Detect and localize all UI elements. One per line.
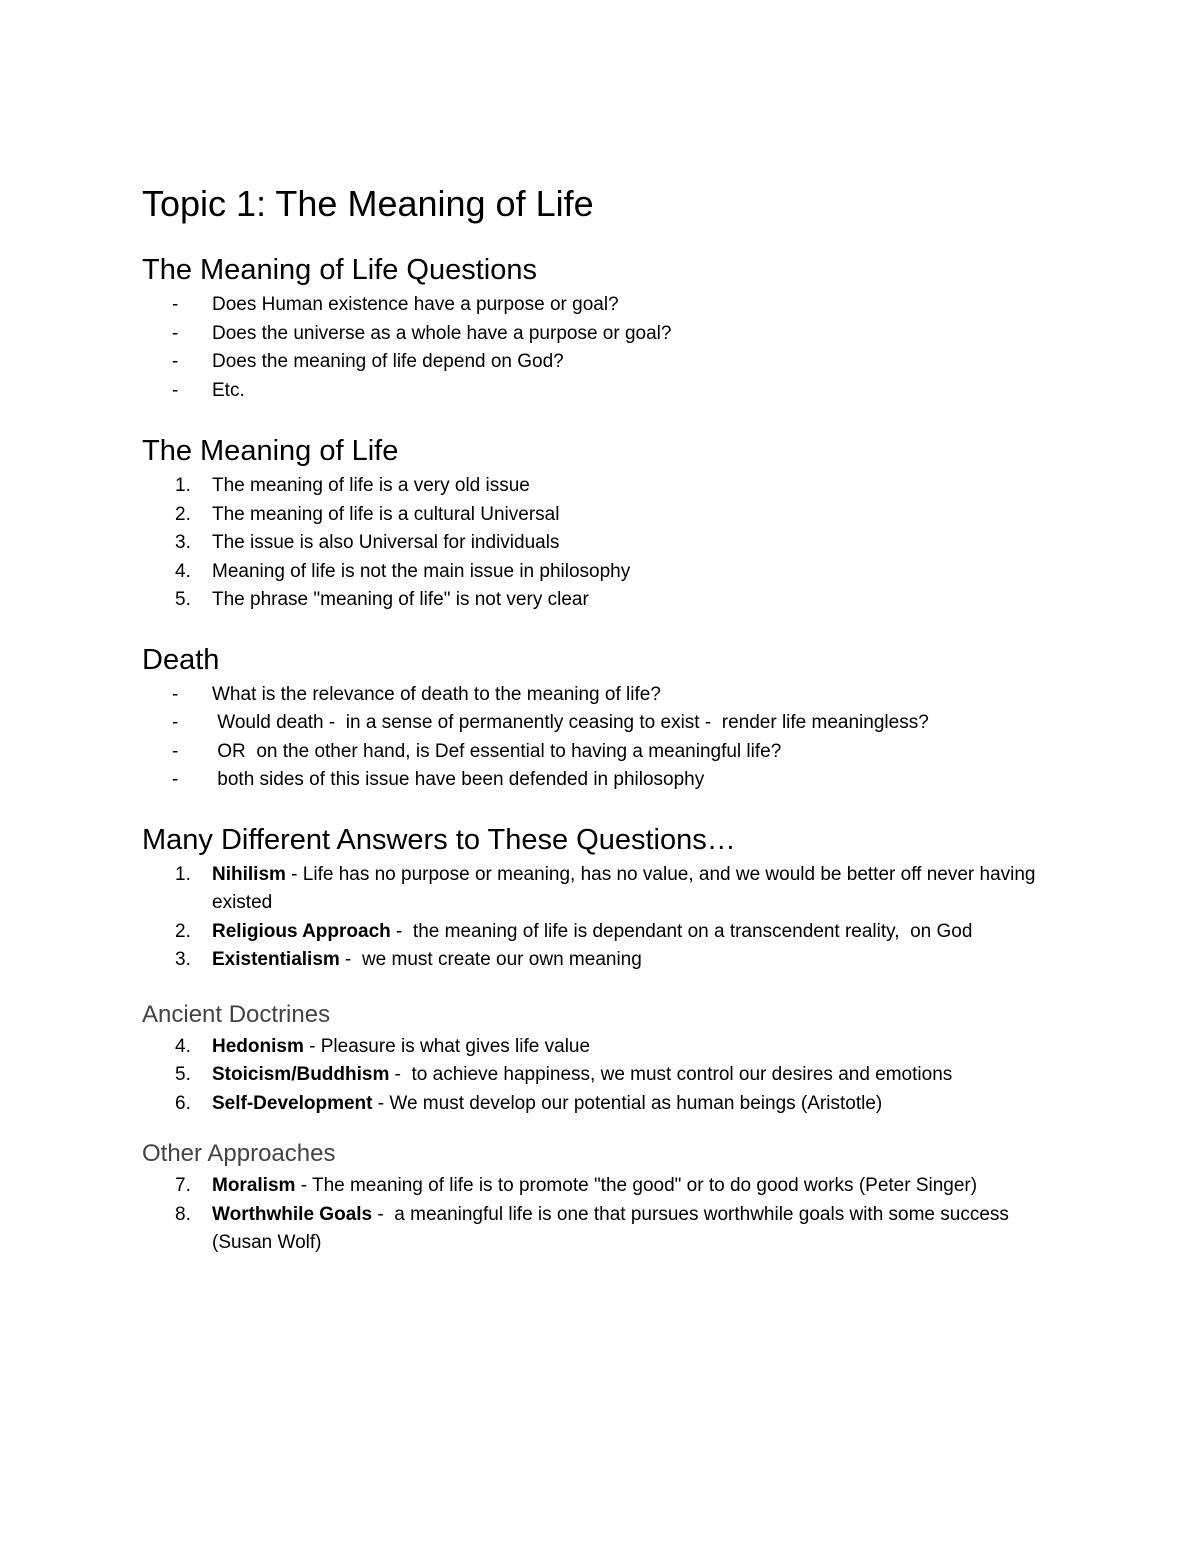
- subheading-other-approaches: Other Approaches: [142, 1140, 336, 1167]
- list-item: [142, 558, 1072, 587]
- term-description: - to achieve happiness, we must control our desires and emotions: [389, 1064, 953, 1085]
- list-number: 1.: [175, 475, 191, 496]
- list-item-text: Would death - in a sense of permanently ceasing to exist - render life meaningless?: [212, 712, 929, 733]
- dash-bullet: -: [172, 769, 179, 790]
- list-item-text: The meaning of life is a cultural Universal: [212, 503, 560, 525]
- term-description: - Life has no purpose or meaning, has no value, and we would be better off never having existed: [212, 863, 1041, 913]
- list-item: [142, 918, 1072, 947]
- list-item: [142, 861, 1072, 918]
- dash-bullet: -: [172, 322, 179, 344]
- list-item: [142, 501, 1072, 530]
- term-label: Moralism: [212, 1175, 296, 1196]
- list-item-text: Does the universe as a whole have a purpose or goal?: [212, 322, 672, 344]
- list-item: [142, 320, 1072, 349]
- answers-list: [142, 861, 1072, 975]
- term-description: - a meaningful life is one that pursues worthwhile goals with some success (Susan Wolf): [212, 1203, 1015, 1253]
- term-label: Self-Development: [212, 1092, 373, 1114]
- meaning-list: [142, 472, 1072, 615]
- list-number: 4.: [175, 560, 191, 582]
- list-number: 8.: [175, 1203, 191, 1225]
- death-list: [142, 681, 1072, 795]
- dash-bullet: -: [172, 712, 179, 733]
- list-item: [142, 1033, 1072, 1062]
- list-item-text: both sides of this issue have been defended in philosophy: [212, 769, 705, 790]
- list-item: [142, 1201, 1072, 1258]
- list-item: [142, 348, 1072, 377]
- list-number: 2.: [175, 503, 191, 525]
- list-item-text: OR on the other hand, is Def essential to having a meaningful life?: [212, 740, 782, 762]
- term-description: - the meaning of life is dependant on a transcendent reality, on God: [390, 920, 973, 942]
- list-item: [142, 472, 1072, 501]
- dash-bullet: -: [172, 740, 179, 762]
- dash-bullet: -: [172, 294, 179, 315]
- list-item-text: Does Human existence have a purpose or goal?: [212, 294, 619, 315]
- section-heading-questions: The Meaning of Life Questions: [142, 254, 537, 286]
- section-heading-death: Death: [142, 643, 220, 676]
- list-item: [142, 586, 1072, 615]
- list-item: [142, 946, 1072, 975]
- term-label: Worthwhile Goals: [212, 1203, 373, 1225]
- list-number: 1.: [175, 863, 191, 885]
- list-item: [142, 1090, 1072, 1119]
- list-item: [142, 529, 1072, 558]
- list-number: 5.: [175, 589, 191, 610]
- other-list: [142, 1172, 1072, 1258]
- list-item-text: The phrase "meaning of life" is not very clear: [212, 589, 589, 610]
- term-label: Religious Approach: [212, 920, 391, 942]
- list-item: [142, 377, 1072, 406]
- list-item: [142, 709, 1072, 738]
- list-item-text: Etc.: [212, 379, 245, 401]
- ancient-list: [142, 1033, 1072, 1119]
- dash-bullet: -: [172, 379, 179, 401]
- document-body: [142, 180, 1072, 1258]
- list-number: 3.: [175, 949, 191, 970]
- term-description: - Pleasure is what gives life value: [303, 1035, 591, 1057]
- list-item: [142, 1172, 1072, 1201]
- list-item-text: Does the meaning of life depend on God?: [212, 351, 564, 372]
- list-item-text: Meaning of life is not the main issue in philosophy: [212, 560, 631, 582]
- list-item-text: The meaning of life is a very old issue: [212, 475, 530, 496]
- list-item: [142, 291, 1072, 320]
- term-description: - We must develop our potential as human beings (Aristotle): [372, 1092, 883, 1114]
- document-title: Topic 1: The Meaning of Life: [142, 183, 594, 224]
- list-number: 4.: [175, 1035, 191, 1057]
- term-label: Existentialism: [212, 949, 340, 970]
- subheading-ancient-doctrines: Ancient Doctrines: [142, 1000, 331, 1028]
- dash-bullet: -: [172, 351, 179, 372]
- term-label: Nihilism: [212, 863, 286, 885]
- term-label: Hedonism: [212, 1035, 304, 1057]
- list-number: 6.: [175, 1092, 191, 1114]
- list-number: 2.: [175, 920, 191, 942]
- term-label: Stoicism/Buddhism: [212, 1064, 390, 1085]
- list-item-text: What is the relevance of death to the meaning of life?: [212, 683, 661, 705]
- dash-bullet: -: [172, 683, 179, 705]
- questions-list: [142, 291, 1072, 405]
- term-description: - we must create our own meaning: [339, 949, 642, 970]
- list-item: [142, 1061, 1072, 1090]
- list-item-text: The issue is also Universal for individuals: [212, 532, 560, 553]
- list-number: 3.: [175, 532, 191, 553]
- section-heading-answers: Many Different Answers to These Questions…: [142, 823, 736, 856]
- list-item: [142, 738, 1072, 767]
- list-number: 5.: [175, 1064, 191, 1085]
- section-heading-meaning: The Meaning of Life: [142, 435, 399, 467]
- list-item: [142, 766, 1072, 795]
- list-number: 7.: [175, 1175, 191, 1196]
- term-description: - The meaning of life is to promote "the good" or to do good works (Peter Singer): [295, 1175, 978, 1196]
- list-item: [142, 681, 1072, 710]
